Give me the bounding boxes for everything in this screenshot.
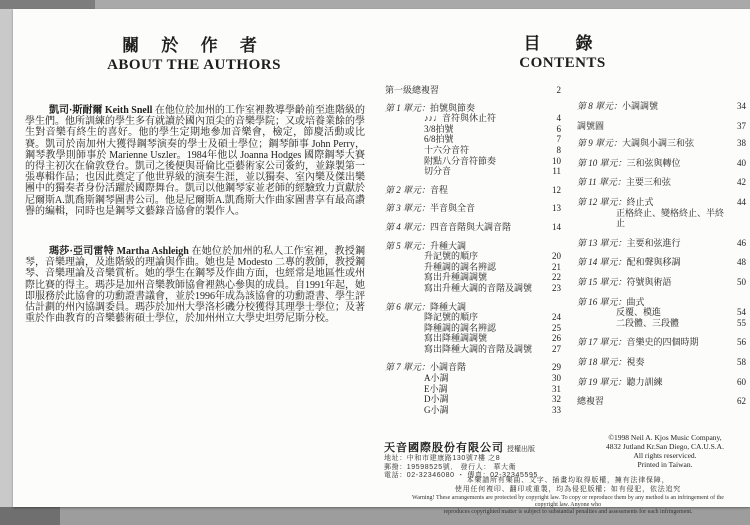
toc-sub-label: A小調 <box>424 373 449 384</box>
toc-sub-entry <box>385 166 561 177</box>
toc-entry-row <box>577 297 746 308</box>
toc-entry <box>577 158 746 169</box>
toc-entry-label: 第 17 單元：音樂史的四個時期 <box>577 337 699 348</box>
copyright-line: All rights reserviced. <box>633 451 697 460</box>
toc-sub-label: 寫出升種調調號 <box>424 272 488 283</box>
toc-unit-number: 第 13 單元： <box>577 237 627 248</box>
toc-page-number: 33 <box>552 404 561 415</box>
toc-unit-number: 第 5 單元： <box>385 240 431 251</box>
toc-entry <box>577 257 746 268</box>
toc-page-number: 46 <box>737 237 746 248</box>
author-bio-text: 在他位於加州的工作室裡教導學齡前至進階級的學生們。他所訓練的學生多有就讀於國內頂尖的音樂學院；又或培養業餘的學生對音樂有終生的喜好。他的學生定期地參加音樂會，檢定，節慶活動或比賽。凱司於南加州大獲得鋼琴演奏的學士及碩士學位；鋼琴師事 John Perry，鋼琴教學則師事於 Marienne Uszler。1984年他以 Joanna Hodges 國際鋼琴大賽的得主初次在倫敦登台。凱司之後便與哥倫比亞藝術家公司簽約，並錄製第一張專輯作品；也因此奠定了他世界級的演奏生涯，並以獨奏、室內樂及傑出樂團中的獨奏者身份活躍於國際舞台。凱司以他鋼琴家並老師的經驗致力貢獻於尼爾斯A.凱喬斯鋼琴圖書公司。他是尼爾斯A.凱喬斯大作曲家圖書享有最高讚譽的編輯，同時也是鋼琴文藝錄音協會的製作人。 <box>25 105 366 217</box>
toc-entry-row <box>385 241 561 252</box>
toc-unit-number: 第 10 單元： <box>577 157 627 168</box>
publisher-address: 地址：中和市建康路130號7樓 之8 <box>384 455 501 462</box>
warning-en-line: reproduces copyrighted matter is subject to substantial penalties and assessments for each infringement. <box>443 509 693 515</box>
toc-entry-label: 第 16 單元：曲式 <box>577 296 645 307</box>
toc-entry-label: 第 15 單元：符號與術語 <box>577 276 672 287</box>
toc-sub-label: 附點八分音符節奏 <box>424 155 497 166</box>
toc-page-number: 10 <box>552 155 561 166</box>
toc-page-number: 7 <box>556 134 561 145</box>
toc-page-number: 20 <box>552 251 561 262</box>
toc-page-number: 48 <box>737 257 746 268</box>
toc-entry-row <box>577 337 746 348</box>
toc-page-number: 8 <box>556 144 561 155</box>
toc-entry <box>577 121 746 132</box>
author-bio-keith-snell <box>25 105 365 217</box>
toc-page-number: 26 <box>552 333 561 344</box>
toc-page-number: 27 <box>552 343 561 354</box>
toc-entry <box>577 238 746 249</box>
toc-entry <box>577 337 746 348</box>
toc-entry-row <box>577 396 746 407</box>
toc-entry-row <box>385 103 561 114</box>
page-title-zh: 關 於 作 者 <box>122 36 266 55</box>
toc-unit-number: 第 4 單元： <box>385 221 431 232</box>
author-name: 凱司·斯耐爾 Keith Snell <box>49 105 153 116</box>
toc-entry <box>385 222 561 233</box>
toc-page-number <box>732 208 746 229</box>
toc-sub-entry <box>577 208 746 229</box>
toc-entry <box>577 377 746 388</box>
toc-page-number: 12 <box>552 184 561 195</box>
toc-entry <box>385 185 561 196</box>
toc-entry-label: 第 3 單元：半音與全音 <box>385 203 476 214</box>
toc-entry-label: 第 1 單元：拍號與節奏 <box>385 102 476 113</box>
toc-entry <box>385 85 561 96</box>
toc-entry-row <box>577 377 746 388</box>
toc-sub-entry <box>385 134 561 145</box>
toc-page-number <box>732 297 746 308</box>
toc-sub-label: D小調 <box>424 394 449 405</box>
toc-page-number: 40 <box>737 157 746 168</box>
publisher-phone: 電話：02-32346080 ・ 傳真：02-32345595 <box>384 472 539 480</box>
toc-entry-row <box>385 185 561 196</box>
warning-en-line: Warning! These arrangements are protected by copyright law. To copy or reproduce them by any method is an infringement of the copyright law. Anyone who <box>412 494 724 508</box>
toc-sub-label: 寫出升種大調的音階及調號 <box>424 282 533 293</box>
toc-sub-entry <box>385 333 561 344</box>
toc-sub-label: 正格終止、變格終止、半終止 <box>616 207 725 229</box>
scan-edge-top <box>0 0 750 9</box>
publisher-postal: 郵撥：19598525號． 發行人： 華大衛 <box>384 463 517 471</box>
toc-entry-row <box>577 101 746 112</box>
contents-page <box>375 9 750 515</box>
table-of-contents <box>385 85 746 423</box>
toc-sub-label: 寫出降種調調號 <box>424 333 488 344</box>
toc-sub-entry <box>385 384 561 395</box>
toc-sub-entry <box>385 113 561 124</box>
toc-entry <box>577 396 746 407</box>
toc-unit-number: 第 19 單元： <box>577 376 627 387</box>
toc-entry-label: 第 11 單元：主要三和弦 <box>577 177 671 188</box>
toc-page-number: 22 <box>552 272 561 283</box>
toc-entry-label: 第 5 單元：升種大調 <box>385 240 467 251</box>
toc-entry <box>577 297 746 329</box>
toc-sub-entry <box>385 373 561 384</box>
toc-page-number: 38 <box>737 138 746 149</box>
toc-entry-label: 第 2 單元：音程 <box>385 184 449 195</box>
toc-sub-entry <box>577 318 746 329</box>
toc-unit-number: 第 12 單元： <box>577 196 627 207</box>
toc-entry-row <box>577 197 746 208</box>
toc-entry-label: 第 18 單元：視奏 <box>577 356 645 367</box>
author-name: 瑪莎·亞司雷特 Martha Ashleigh <box>49 246 189 258</box>
toc-sub-entry <box>385 283 561 294</box>
toc-entry-row <box>385 362 561 373</box>
toc-entry-row <box>385 222 561 233</box>
page-title-en: CONTENTS <box>519 55 606 71</box>
toc-entry-row <box>577 158 746 169</box>
toc-unit-number: 第 6 單元： <box>385 301 431 312</box>
toc-sub-entry <box>385 394 561 405</box>
copyright-block <box>585 433 745 469</box>
copyright-line: 4832 Jutland Kr.San Diego, CA.U.S.A. <box>606 442 724 451</box>
toc-entry-label: 第 7 單元：小調音階 <box>385 362 467 373</box>
toc-page-number: 6 <box>556 123 561 134</box>
toc-entry <box>577 197 746 229</box>
publisher-name: 天音國際股份有限公司 授權出版 <box>384 442 535 454</box>
toc-entry-label: 第 6 單元：降種大調 <box>385 301 467 312</box>
toc-unit-number: 第 9 單元： <box>577 138 623 149</box>
toc-page-number: 44 <box>737 196 746 207</box>
copyright-warning <box>403 477 733 516</box>
toc-entry-label: 第一級總複習 <box>385 85 440 95</box>
toc-sub-entry <box>385 145 561 156</box>
toc-entry-row <box>577 121 746 132</box>
toc-entry-row <box>577 277 746 288</box>
toc-entry <box>577 138 746 149</box>
toc-page-number: 30 <box>552 373 561 384</box>
toc-page-number <box>547 241 561 252</box>
toc-entry-label: 第 4 單元：四音音階與大調音階 <box>385 221 512 232</box>
toc-sub-label: 降記號的順序 <box>424 312 479 323</box>
toc-page-number: 60 <box>737 376 746 387</box>
toc-sub-entry <box>385 323 561 334</box>
toc-unit-number: 第 3 單元： <box>385 203 431 214</box>
copyright-line: ©1998 Neil A. Kjos Music Company, <box>608 433 722 442</box>
toc-page-number: 11 <box>552 166 561 177</box>
toc-page-number: 54 <box>737 307 746 318</box>
toc-entry <box>577 357 746 368</box>
toc-entry-row <box>385 85 561 96</box>
toc-sub-entry <box>385 262 561 273</box>
page-title-en: ABOUT THE AUTHORS <box>107 57 281 73</box>
author-bio-text: 在她位於加州的私人工作室裡，教授鋼琴，音樂理論，及進階級的理論與作曲。她也是 Modesto 二專的教師，教授鋼琴、音樂理論及音樂賞析。她的學生在鋼琴及作曲方面，也經常是地區性或州際比賽的得主。瑪莎是加州音樂教師協會裡熱心參與的成員。自1991年起，她即服務於此協會的功勳證書議會，並於1996年成為該協會的功勳證書、學生評估計劃的州內協調委員。瑪莎於加州大學洛杉磯分校獲得其理學士學位；及著重於作曲教育的音樂藝術碩士學位，於加州州立大學史坦勞尼斯分校。 <box>25 246 365 325</box>
toc-column-left <box>385 85 561 423</box>
toc-entry-row <box>577 138 746 149</box>
toc-unit-number: 第 11 單元： <box>577 177 626 188</box>
scan-edge-left <box>0 9 13 507</box>
toc-page-number: 55 <box>737 317 746 328</box>
about-authors-heading <box>13 36 375 74</box>
toc-entry <box>385 362 561 415</box>
toc-entry <box>577 101 746 112</box>
toc-unit-number: 第 15 單元： <box>577 276 627 287</box>
toc-sub-label: 3/8拍號 <box>424 123 454 134</box>
toc-sub-entry <box>577 307 746 318</box>
toc-unit-number: 第 16 單元： <box>577 296 627 307</box>
toc-page-number: 56 <box>737 337 746 348</box>
toc-entry-row <box>577 257 746 268</box>
toc-entry-row <box>385 203 561 214</box>
toc-unit-number: 第 8 單元： <box>577 101 623 111</box>
toc-unit-number: 第 18 單元： <box>577 356 627 367</box>
toc-entry <box>385 241 561 294</box>
toc-entry-label: 第 8 單元：小調調號 <box>577 101 659 111</box>
toc-sub-label: 降種調的調名辨認 <box>424 322 497 333</box>
toc-entry-label: 第 13 單元：主要和弦進行 <box>577 237 681 248</box>
toc-entry-row <box>577 177 746 188</box>
toc-entry-label: 第 14 單元：配和聲與移調 <box>577 257 681 268</box>
toc-page-number: 14 <box>552 221 561 232</box>
toc-page-number: 4 <box>556 113 561 124</box>
toc-entry <box>385 103 561 177</box>
toc-sub-entry <box>385 405 561 416</box>
toc-page-number: 37 <box>737 120 746 131</box>
toc-entry-label: 總複習 <box>577 396 605 407</box>
toc-sub-label: E小調 <box>424 383 448 394</box>
scan-edge-bottom-corner <box>0 507 60 525</box>
toc-page-number: 21 <box>552 261 561 272</box>
copyright-line: Printed in Taiwan. <box>637 460 693 469</box>
toc-sub-entry <box>385 251 561 262</box>
toc-entry-row <box>385 302 561 313</box>
toc-entry-label: 第 12 單元：終止式 <box>577 196 654 207</box>
toc-unit-number: 第 1 單元： <box>385 102 431 113</box>
toc-entry-row <box>577 357 746 368</box>
toc-entry <box>577 277 746 288</box>
about-authors-page <box>13 9 375 507</box>
toc-sub-label: 6/8拍號 <box>424 134 454 145</box>
toc-entry <box>385 203 561 214</box>
toc-page-number: 50 <box>737 276 746 287</box>
toc-page-number: 29 <box>552 362 561 373</box>
toc-entry <box>577 177 746 188</box>
toc-page-number <box>547 103 561 114</box>
toc-page-number: 24 <box>552 312 561 323</box>
publisher-block <box>384 439 549 481</box>
toc-page-number: 23 <box>552 282 561 293</box>
toc-page-number: 42 <box>737 177 746 188</box>
toc-entry-label: 第 10 單元：三和弦與轉位 <box>577 157 681 168</box>
toc-sub-label: 升記號的順序 <box>424 251 479 262</box>
warning-zh-line: 本樂譜所有樂曲、文字、插畫均取得版權，擁有法律保障， <box>466 477 670 484</box>
toc-unit-number: 第 2 單元： <box>385 184 431 195</box>
toc-sub-label: 寫出降種大調的音階及調號 <box>424 343 533 354</box>
toc-sub-label: 十六分音符 <box>424 144 470 155</box>
toc-sub-label: 二段體、三段體 <box>616 317 680 328</box>
toc-page-number <box>547 302 561 313</box>
scan-edge-top-corner <box>0 0 95 9</box>
toc-entry-label: 第 19 單元：聽力訓練 <box>577 376 663 387</box>
toc-page-number: 2 <box>556 85 561 95</box>
toc-sub-label: 切分音 <box>424 166 452 177</box>
toc-page-number: 13 <box>552 203 561 214</box>
toc-entry-label: 第 9 單元：大調與小調三和弦 <box>577 138 695 149</box>
toc-page-number: 32 <box>552 394 561 405</box>
contents-heading <box>375 34 750 72</box>
toc-sub-label: 反覆、模進 <box>616 307 662 318</box>
toc-sub-label: 升種調的調名辨認 <box>424 261 497 272</box>
toc-page-number: 58 <box>737 356 746 367</box>
toc-page-number: 25 <box>552 322 561 333</box>
toc-column-right <box>577 85 746 423</box>
toc-entry <box>385 302 561 355</box>
toc-page-number: 34 <box>737 101 746 111</box>
page-spread <box>13 9 750 515</box>
toc-page-number: 62 <box>737 396 746 407</box>
warning-zh-line: 使用任何複印、翻印或重製，均為侵犯版權；如有侵犯，依法追究 <box>454 485 682 493</box>
publisher-tag: 授權出版 <box>507 446 535 453</box>
toc-unit-number: 第 7 單元： <box>385 362 431 373</box>
toc-sub-entry <box>385 312 561 323</box>
toc-sub-entry <box>385 124 561 135</box>
author-bio-martha-ashleigh <box>25 246 365 324</box>
toc-page-number: 31 <box>552 383 561 394</box>
toc-sub-label: ♪♪♩音符與休止符 <box>424 113 497 124</box>
toc-sub-label: G小調 <box>424 404 449 415</box>
toc-unit-number: 第 17 單元： <box>577 337 627 348</box>
toc-sub-entry <box>385 344 561 355</box>
toc-entry-label: 調號圖 <box>577 120 605 131</box>
toc-sub-entry <box>385 272 561 283</box>
toc-entry-row <box>577 238 746 249</box>
toc-unit-number: 第 14 單元： <box>577 257 627 268</box>
page-title-zh: 目 錄 <box>523 34 602 53</box>
toc-sub-entry <box>385 156 561 167</box>
